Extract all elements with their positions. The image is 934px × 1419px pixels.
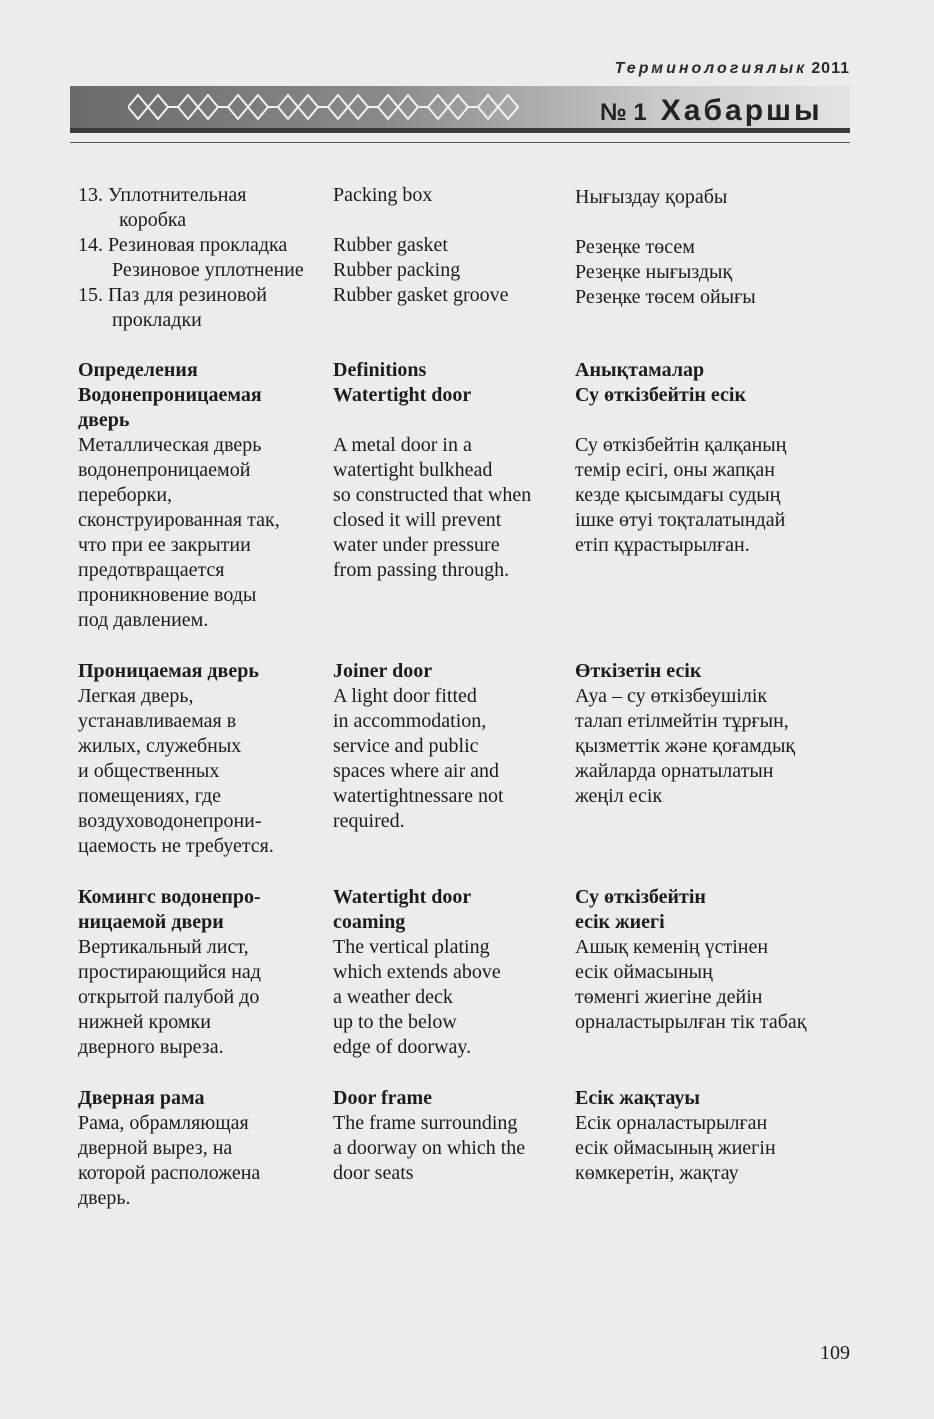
kz-text: есік оймасының: [575, 961, 713, 983]
kz-text: талап етілмейтін тұрғын,: [575, 710, 789, 732]
ru-text: предотвращается: [78, 559, 225, 581]
en-text: service and public: [333, 735, 479, 757]
ru-line: 13. Уплотнительная: [78, 184, 247, 206]
kz-heading: есік жиегі: [575, 911, 665, 933]
kz-line: Резеңке төсем ойығы: [575, 286, 756, 308]
kz-text: кезде қысымдағы судың: [575, 484, 781, 506]
en-line: Packing box: [333, 184, 433, 206]
ru-entry-watertight-door: [78, 358, 328, 633]
en-text: water under pressure: [333, 534, 500, 556]
kz-line: Нығыздау қорабы: [575, 186, 728, 208]
header-rule-thin: [70, 142, 850, 143]
ru-text: устанавливаемая в: [78, 710, 237, 732]
en-text: watertight bulkhead: [333, 459, 493, 481]
en-heading: Joiner door: [333, 660, 433, 682]
ru-text: водонепроницаемой: [78, 459, 251, 481]
ru-text: переборки,: [78, 484, 173, 506]
kz-heading: Есік жақтауы: [575, 1087, 700, 1109]
ru-text: воздуховодонепрони-: [78, 810, 262, 832]
ru-line: коробка: [119, 209, 187, 231]
en-text: up to the below: [333, 1011, 457, 1033]
en-text: a weather deck: [333, 986, 453, 1008]
en-heading: coaming: [333, 911, 406, 933]
ru-text: проникновение воды: [78, 584, 257, 606]
en-entry-watertight-door: [333, 358, 568, 583]
kz-entry-door-coaming: [575, 885, 850, 1035]
en-line: Rubber gasket groove: [333, 284, 509, 306]
ru-entry-joiner-door: [78, 659, 328, 859]
kz-item-15: [575, 285, 850, 310]
en-heading: Door frame: [333, 1087, 433, 1109]
kz-text: есік оймасының жиегін: [575, 1137, 776, 1159]
kz-text: Есік орналастырылған: [575, 1112, 768, 1134]
kz-text: көмкеретін, жақтау: [575, 1162, 739, 1184]
ru-text: дверной вырез, на: [78, 1137, 233, 1159]
kz-text: Су өткізбейтін қалқаның: [575, 434, 787, 456]
ru-text: которой расположена: [78, 1162, 261, 1184]
en-heading: Definitions: [333, 359, 427, 381]
ru-text: нижней кромки: [78, 1011, 211, 1033]
ru-heading: ницаемой двери: [78, 911, 224, 933]
kz-entry-joiner-door: [575, 659, 850, 809]
ru-line: 14. Резиновая прокладка: [78, 234, 288, 256]
en-text: A metal door in a: [333, 434, 472, 456]
en-item-14: [333, 233, 568, 283]
en-entry-door-coaming: [333, 885, 568, 1060]
en-item-15: [333, 283, 568, 308]
ru-text: жилых, служебных: [78, 735, 242, 757]
kz-entry-door-frame: [575, 1086, 850, 1186]
ru-heading: Дверная рама: [78, 1087, 205, 1109]
ru-text: дверного выреза.: [78, 1036, 224, 1058]
en-text: required.: [333, 810, 405, 832]
ru-text: Металлическая дверь: [78, 434, 262, 456]
ru-text: и общественных: [78, 760, 220, 782]
en-text: a doorway on which the: [333, 1137, 526, 1159]
ru-heading: Комингс водонепро-: [78, 886, 261, 908]
ru-heading: Определения: [78, 359, 198, 381]
en-text: so constructed that when: [333, 484, 532, 506]
kz-text: орналастырылған тік табақ: [575, 1011, 807, 1033]
kz-line: Резеңке нығыздық: [575, 261, 733, 283]
kz-heading: Су өткізбейтін есік: [575, 384, 747, 406]
kz-text: темір есігі, оны жапқан: [575, 459, 775, 481]
series-title-text: Терминологиялык: [614, 60, 808, 77]
kz-text: жайларда орнатылатын: [575, 760, 774, 782]
ru-text: что при ее закрытии: [78, 534, 251, 556]
kz-text: жеңіл есік: [575, 785, 663, 807]
kz-item-14: [575, 235, 850, 285]
ru-heading: Проницаемая дверь: [78, 660, 259, 682]
ru-text: сконструированная так,: [78, 509, 280, 531]
kz-heading: Анықтамалар: [575, 359, 705, 381]
en-text: The frame surrounding: [333, 1112, 518, 1134]
ru-text: открытой палубой до: [78, 986, 260, 1008]
en-entry-joiner-door: [333, 659, 568, 834]
ru-text: дверь.: [78, 1187, 131, 1209]
issue-title: Хабаршы: [660, 94, 823, 127]
ru-entry-door-coaming: [78, 885, 328, 1060]
kz-entry-watertight-door: [575, 358, 850, 558]
en-text: door seats: [333, 1162, 414, 1184]
ru-text: простирающийся над: [78, 961, 261, 983]
en-line: Rubber packing: [333, 259, 461, 281]
kz-text: қызметтік және қоғамдық: [575, 735, 796, 757]
issue-heading: [600, 94, 823, 128]
en-text: closed it will prevent: [333, 509, 502, 531]
en-heading: Watertight door: [333, 384, 472, 406]
kz-heading: Өткізетін есік: [575, 660, 702, 682]
ru-text: Вертикальный лист,: [78, 936, 249, 958]
en-text: edge of doorway.: [333, 1036, 472, 1058]
kz-line: Резеңке төсем: [575, 236, 695, 258]
kz-heading: Су өткізбейтін: [575, 886, 706, 908]
ru-item-14: [78, 233, 328, 283]
series-title: [615, 60, 850, 78]
en-text: which extends above: [333, 961, 501, 983]
en-line: Rubber gasket: [333, 234, 448, 256]
ru-text: под давлением.: [78, 609, 209, 631]
en-heading: Watertight door: [333, 886, 472, 908]
en-text: A light door fitted: [333, 685, 477, 707]
ru-heading: дверь: [78, 409, 130, 431]
page-number: 109: [820, 1342, 850, 1364]
en-text: The vertical plating: [333, 936, 490, 958]
en-text: spaces where air and: [333, 760, 500, 782]
ru-text: цаемость не требуется.: [78, 835, 274, 857]
en-text: watertightnessare not: [333, 785, 504, 807]
en-text: from passing through.: [333, 559, 510, 581]
ru-item-13: [78, 183, 328, 233]
en-item-13: [333, 183, 568, 208]
ru-text: помещениях, где: [78, 785, 221, 807]
kz-text: ішке өтуі тоқталатындай: [575, 509, 786, 531]
year: 2011: [811, 60, 850, 77]
kz-item-13: [575, 185, 850, 210]
header-rule-thick: [70, 128, 850, 133]
kz-text: Ауа – су өткізбеушілік: [575, 685, 768, 707]
ru-text: Легкая дверь,: [78, 685, 194, 707]
ru-text: Рама, обрамляющая: [78, 1112, 249, 1134]
ru-heading: Водонепроницаемая: [78, 384, 262, 406]
en-text: in accommodation,: [333, 710, 487, 732]
kz-text: Ашық кеменің үстінен: [575, 936, 769, 958]
ornament-pattern-icon: [128, 90, 528, 124]
kz-text: етіп құрастырылған.: [575, 534, 750, 556]
kz-text: төменгі жиегіне дейін: [575, 986, 763, 1008]
ru-entry-door-frame: [78, 1086, 328, 1211]
ru-line: прокладки: [112, 309, 202, 331]
en-entry-door-frame: [333, 1086, 568, 1186]
ru-line: 15. Паз для резиновой: [78, 284, 268, 306]
ru-item-15: [78, 283, 328, 333]
ru-line: Резиновое уплотнение: [112, 259, 304, 281]
issue-number: № 1: [600, 99, 647, 126]
